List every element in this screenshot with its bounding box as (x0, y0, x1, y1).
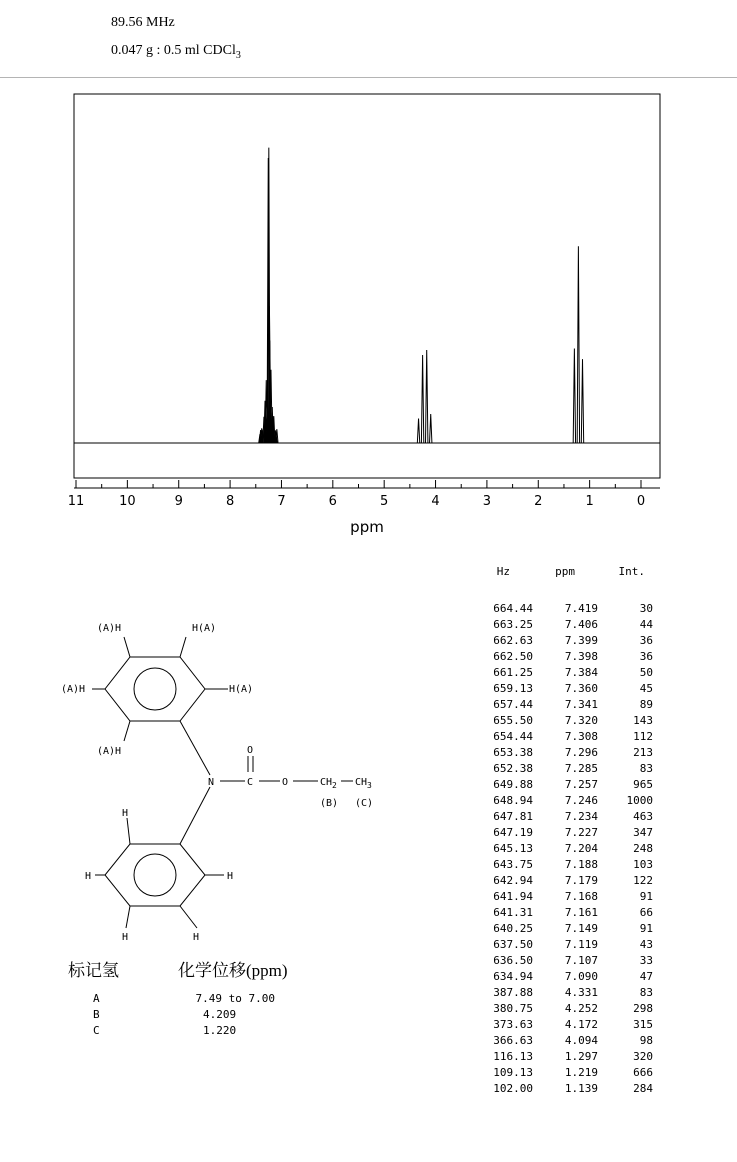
peak-ppm: 7.296 (564, 746, 598, 759)
peak-table-row (470, 858, 660, 874)
peak-ppm: 7.107 (564, 954, 598, 967)
x-tick-label: 5 (380, 494, 389, 509)
peak-table-row (470, 602, 660, 618)
peak-int: 122 (633, 874, 653, 887)
peak-table-row (470, 666, 660, 682)
assignment-header-label: 标记氢 (68, 961, 119, 980)
peak-ppm: 7.168 (564, 890, 598, 903)
peak-ppm: 4.252 (564, 1002, 598, 1015)
peak-table-row (470, 842, 660, 858)
peak-ppm: 7.308 (564, 730, 598, 743)
peak-int: 213 (633, 746, 653, 759)
peak-ppm: 7.419 (564, 602, 598, 615)
peak-ppm: 4.331 (564, 986, 598, 999)
header-divider (0, 77, 737, 78)
top-ring-bonds (105, 657, 205, 721)
h-label-2: H (85, 871, 92, 882)
bottom-ring-bonds (105, 844, 205, 906)
peak-hz: 387.88 (493, 986, 533, 999)
peak-int: 91 (639, 922, 653, 935)
peak-table-row (470, 922, 660, 938)
carbonyl-oxygen-label: O (247, 745, 254, 756)
assignment-label: A (93, 992, 100, 1005)
bond-top-ring-h2 (180, 637, 186, 657)
spectrum-trace (74, 148, 660, 443)
x-tick-label: 10 (119, 494, 136, 509)
peak-int: 89 (639, 698, 653, 711)
nitrogen-label: N (208, 777, 215, 788)
assignment-label: B (93, 1008, 100, 1021)
peak-ppm: 7.257 (564, 778, 598, 791)
peak-table-body (470, 602, 660, 1098)
bond-bottom-ring-h1 (127, 818, 130, 844)
peak-hz: 641.31 (493, 906, 533, 919)
x-tick-label: 1 (585, 494, 594, 509)
peak-hz: 380.75 (493, 1002, 533, 1015)
peak-ppm: 7.227 (564, 826, 598, 839)
peak-ppm: 7.399 (564, 634, 598, 647)
peak-ppm: 1.139 (564, 1082, 598, 1095)
peak-table-row (470, 730, 660, 746)
peak-hz: 637.50 (493, 938, 533, 951)
peak-table-row (470, 954, 660, 970)
peak-hz: 664.44 (493, 602, 533, 615)
ch3-label: $CH_3$ (355, 777, 372, 790)
label-b: (B) (320, 798, 339, 809)
bond-bottom-ring-h5 (180, 906, 197, 928)
peak-int: 298 (633, 1002, 653, 1015)
x-tick-label: 9 (174, 494, 183, 509)
peak-hz: 634.94 (493, 970, 533, 983)
header-ppm: ppm (555, 565, 575, 578)
peak-table-row (470, 1066, 660, 1082)
h-label-3: H (227, 871, 234, 882)
spectrum-peak (581, 359, 583, 443)
peak-int: 347 (633, 826, 653, 839)
sample-text: 0.047 g : 0.5 ml CDCl (111, 43, 236, 58)
x-tick-label: 4 (431, 494, 440, 509)
bond-top-ring-n (180, 721, 210, 775)
peak-hz: 649.88 (493, 778, 533, 791)
peak-int: 143 (633, 714, 653, 727)
peak-ppm: 7.384 (564, 666, 598, 679)
assignment-header-shift: 化学位移(ppm) (178, 961, 288, 980)
peak-table-row (470, 778, 660, 794)
peak-hz: 662.63 (493, 634, 533, 647)
assignment-value: 7.49 to 7.00 (195, 992, 275, 1005)
spectrometer-frequency: 89.56 MHz (111, 15, 175, 30)
peak-ppm: 7.234 (564, 810, 598, 823)
spectrum-peak (421, 355, 423, 443)
peak-int: 83 (639, 986, 653, 999)
peak-int: 98 (639, 1034, 653, 1047)
peak-ppm: 4.094 (564, 1034, 598, 1047)
peak-table-row (470, 762, 660, 778)
peak-ppm: 7.285 (564, 762, 598, 775)
h-a-label-4: H(A) (229, 684, 254, 695)
nmr-spectrum-chart (0, 88, 737, 548)
peak-int: 33 (639, 954, 653, 967)
peak-ppm: 7.179 (564, 874, 598, 887)
spectrum-peak (426, 350, 428, 443)
h-label-1: H (122, 808, 129, 819)
label-c: (C) (355, 798, 374, 809)
peak-ppm: 7.341 (564, 698, 598, 711)
header-int: Int. (618, 565, 645, 578)
spectrum-peak (430, 414, 432, 443)
bond-top-ring-h5 (124, 721, 130, 741)
peak-hz: 647.81 (493, 810, 533, 823)
x-tick-label: 0 (636, 494, 646, 509)
x-tick-label: 8 (225, 494, 235, 509)
peak-hz: 663.25 (493, 618, 533, 631)
peak-hz: 648.94 (493, 794, 533, 807)
peak-hz: 661.25 (493, 666, 533, 679)
peak-hz: 641.94 (493, 890, 533, 903)
peak-int: 965 (633, 778, 653, 791)
peak-hz: 366.63 (493, 1034, 533, 1047)
x-axis-label: ppm (350, 518, 384, 536)
peak-table-row (470, 618, 660, 634)
peak-ppm: 1.219 (564, 1066, 598, 1079)
peak-int: 112 (633, 730, 653, 743)
peak-hz: 654.44 (493, 730, 533, 743)
h-a-label-5: (A)H (97, 746, 122, 757)
assignment-value: 4.209 (203, 1008, 237, 1021)
peak-int: 36 (639, 634, 653, 647)
peak-hz: 655.50 (493, 714, 533, 727)
peak-hz: 640.25 (493, 922, 533, 935)
peak-int: 45 (639, 682, 653, 695)
peak-table-row (470, 746, 660, 762)
assignment-label: C (93, 1024, 100, 1037)
h-a-label-3: (A)H (61, 684, 86, 695)
peak-ppm: 7.188 (564, 858, 598, 871)
header-hz: Hz (496, 565, 510, 578)
peak-hz: 653.38 (493, 746, 533, 759)
peak-ppm: 4.172 (564, 1018, 598, 1031)
peak-table-row (470, 1050, 660, 1066)
h-label-5: H (193, 932, 200, 943)
peak-table-row (470, 1082, 660, 1098)
peak-hz: 662.50 (493, 650, 533, 663)
assignment-value: 1.220 (203, 1024, 237, 1037)
carbon-label: C (247, 777, 254, 788)
peak-hz: 102.00 (493, 1082, 533, 1095)
peak-hz: 373.63 (493, 1018, 533, 1031)
peak-hz: 659.13 (493, 682, 533, 695)
peak-table-row (470, 874, 660, 890)
peak-int: 1000 (626, 794, 653, 807)
h-a-label-2: H(A) (192, 623, 217, 634)
peak-table-row (470, 906, 660, 922)
peak-int: 91 (639, 890, 653, 903)
peak-ppm: 7.204 (564, 842, 598, 855)
x-tick-label: 2 (534, 494, 543, 509)
x-tick-label: 7 (277, 494, 286, 509)
peak-table-row (470, 970, 660, 986)
peak-hz: 116.13 (493, 1050, 533, 1063)
x-tick-label: 6 (328, 494, 337, 509)
peak-table-row (470, 714, 660, 730)
peak-hz: 647.19 (493, 826, 533, 839)
peak-int: 103 (633, 858, 653, 871)
plot-frame (74, 94, 660, 478)
peak-ppm: 7.320 (564, 714, 598, 727)
peak-int: 66 (639, 906, 653, 919)
peak-int: 83 (639, 762, 653, 775)
ether-oxygen-label: O (282, 777, 289, 788)
peak-ppm: 7.406 (564, 618, 598, 631)
ch2-label: $CH_2$ (320, 777, 337, 790)
spectrum-peak (417, 418, 419, 443)
peak-table-row (470, 826, 660, 842)
peak-table-row (470, 938, 660, 954)
molecular-structure (50, 610, 390, 950)
h-a-label-1: (A)H (97, 623, 122, 634)
bond-top-ring-h1 (124, 637, 130, 657)
peak-table-row (470, 810, 660, 826)
spectrum-peak (573, 348, 575, 443)
peak-table-row (470, 1034, 660, 1050)
peak-int: 50 (639, 666, 653, 679)
peak-ppm: 7.398 (564, 650, 598, 663)
peak-int: 315 (633, 1018, 653, 1031)
peak-ppm: 7.161 (564, 906, 598, 919)
peak-table-row (470, 986, 660, 1002)
x-tick-label: 3 (482, 494, 492, 509)
bond-n-bottom-ring (180, 787, 210, 844)
peak-table-row (470, 1018, 660, 1034)
peak-table-row (470, 890, 660, 906)
peak-ppm: 7.090 (564, 970, 598, 983)
peak-hz: 636.50 (493, 954, 533, 967)
peak-table-row (470, 634, 660, 650)
bottom-ring-aromatic-circle (134, 854, 176, 896)
peak-ppm: 7.149 (564, 922, 598, 935)
peak-ppm: 7.119 (564, 938, 598, 951)
peak-int: 47 (639, 970, 653, 983)
peak-int: 30 (639, 602, 653, 615)
sample-subscript: 3 (235, 49, 241, 61)
peak-table-row (470, 698, 660, 714)
peak-ppm: 7.360 (564, 682, 598, 695)
peak-int: 463 (633, 810, 653, 823)
h-label-4: H (122, 932, 129, 943)
peak-hz: 657.44 (493, 698, 533, 711)
x-axis-ticks (68, 480, 645, 509)
peak-int: 666 (633, 1066, 653, 1079)
sample-concentration (111, 43, 241, 61)
peak-hz: 643.75 (493, 858, 533, 871)
peak-table-row (470, 1002, 660, 1018)
bond-bottom-ring-h4 (126, 906, 130, 928)
peak-hz: 652.38 (493, 762, 533, 775)
top-ring-aromatic-circle (134, 668, 176, 710)
peak-hz: 109.13 (493, 1066, 533, 1079)
peak-hz: 642.94 (493, 874, 533, 887)
x-tick-label: 11 (67, 494, 85, 509)
peak-int: 43 (639, 938, 653, 951)
peak-int: 248 (633, 842, 653, 855)
peak-table-row (470, 794, 660, 810)
peak-hz: 645.13 (493, 842, 533, 855)
peak-int: 320 (633, 1050, 653, 1063)
peak-int: 44 (639, 618, 653, 631)
spectrum-peak (577, 246, 579, 443)
peak-table-row (470, 650, 660, 666)
peak-int: 36 (639, 650, 653, 663)
peak-table-row (470, 682, 660, 698)
peak-ppm: 1.297 (564, 1050, 598, 1063)
peak-ppm: 7.246 (564, 794, 598, 807)
peak-int: 284 (633, 1082, 653, 1095)
